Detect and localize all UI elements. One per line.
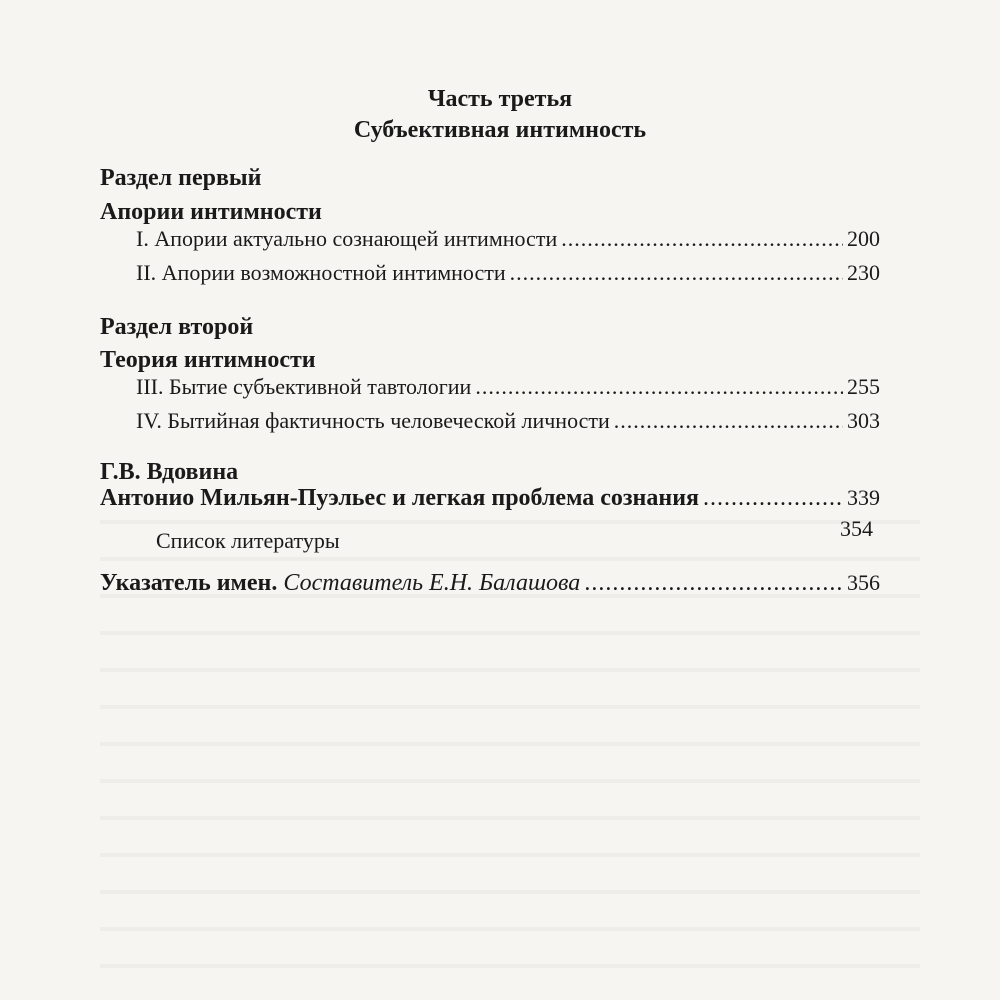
toc-entry-2[interactable] (136, 262, 880, 284)
toc-entry-6-page-line (840, 518, 880, 540)
part-heading-number: Часть третья (427, 86, 573, 112)
toc-entry-title: Антонио Мильян-Пуэльес и легкая проблема сознания (100, 485, 700, 511)
section1-number: Раздел первый (100, 165, 262, 191)
toc-entry-page: 255 (847, 374, 880, 399)
toc-leader-dots (614, 410, 843, 432)
part-heading-title: Субъективная интимность (353, 117, 647, 143)
toc-entry-1[interactable] (136, 228, 880, 250)
toc-entry-5[interactable] (100, 486, 880, 510)
toc-entry-title: II. Апории возможностной интимности (136, 260, 506, 285)
toc-entry-title: III. Бытие субъективной тавтологии (136, 374, 472, 399)
section2-title: Теория интимности (100, 347, 316, 373)
toc-entry-3[interactable] (136, 376, 880, 398)
toc-entry-index[interactable] (100, 571, 880, 595)
toc-entry-title: I. Апории актуально сознающей интимности (136, 226, 558, 251)
toc-entry-page: 230 (847, 260, 880, 285)
toc-leader-dots (584, 571, 843, 595)
toc-leader-dots (475, 376, 843, 398)
toc-leader-dots (703, 486, 843, 510)
toc-entry-title: Список литературы (156, 528, 340, 553)
toc-entry-page: 339 (847, 485, 880, 510)
toc-entry-title: IV. Бытийная фактичность человеческой личности (136, 408, 610, 433)
section1-title: Апории интимности (100, 199, 322, 225)
toc-entry-page: 354 (840, 516, 873, 541)
section2-number: Раздел второй (100, 314, 254, 340)
toc-entry-page: 200 (847, 226, 880, 251)
toc-leader-dots (510, 262, 843, 284)
toc-entry-page: 303 (847, 408, 880, 433)
toc-entry-title (100, 571, 580, 595)
section3-author: Г.В. Вдовина (100, 459, 239, 485)
toc-entry-page: 356 (847, 570, 880, 595)
toc-entry-6[interactable] (156, 528, 340, 554)
index-compiler: Составитель Е.Н. Балашова (283, 570, 581, 596)
toc-entry-4[interactable] (136, 410, 880, 432)
index-title: Указатель имен. (100, 570, 278, 596)
toc-leader-dots (561, 228, 843, 250)
